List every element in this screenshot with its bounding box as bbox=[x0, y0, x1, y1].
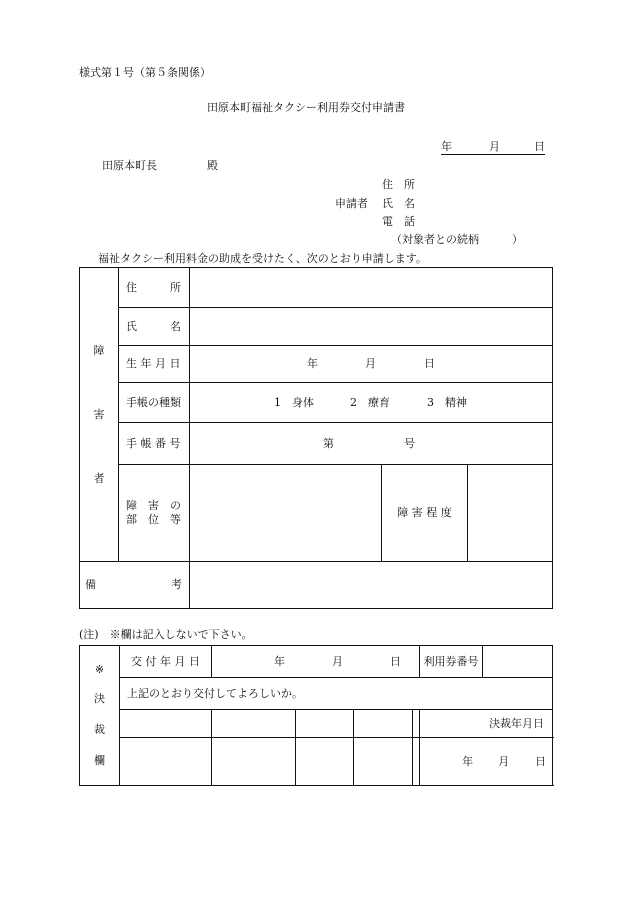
notebook-number-label: 手 帳 番 号 bbox=[119, 423, 190, 465]
date-day-unit: 日 bbox=[534, 140, 545, 153]
notebook-type-options[interactable] bbox=[190, 383, 553, 423]
option-rehabilitation[interactable]: 2 療育 bbox=[350, 395, 390, 409]
notebook-type-label: 手帳の種類 bbox=[119, 383, 190, 423]
application-date bbox=[441, 140, 545, 155]
approval-stamp-cell-5[interactable] bbox=[413, 738, 420, 786]
option-physical[interactable]: 1 身体 bbox=[274, 395, 314, 409]
issue-date-label: 交 付 年 月 日 bbox=[120, 646, 212, 678]
applicant-name-label: 氏 名 bbox=[382, 197, 415, 210]
approval-stamp-header-2 bbox=[212, 710, 296, 738]
decision-side-label: ※ 決 裁 欄 bbox=[80, 646, 120, 786]
applicant-phone-label: 電 話 bbox=[382, 215, 415, 228]
approval-stamp-cell-1[interactable] bbox=[120, 738, 212, 786]
decision-date-label: 決裁年月日 bbox=[420, 710, 553, 738]
notebook-number-field[interactable]: 第 号 bbox=[190, 423, 553, 465]
remarks-label: 備 考 bbox=[80, 562, 190, 609]
name-field[interactable] bbox=[190, 308, 553, 346]
addressee-honorific: 殿 bbox=[207, 159, 218, 172]
disability-degree-field[interactable] bbox=[468, 465, 553, 562]
addressee-name: 田原本町長 bbox=[102, 159, 157, 172]
disability-degree-label: 障 害 程 度 bbox=[382, 465, 468, 562]
approval-stamp-header-4 bbox=[354, 710, 413, 738]
date-year-unit: 年 bbox=[441, 140, 452, 153]
approval-stamp-cell-4[interactable] bbox=[354, 738, 413, 786]
option-mental[interactable]: 3 精神 bbox=[427, 395, 467, 409]
name-label-cell: 氏 名 bbox=[119, 308, 190, 346]
approval-stamp-header-1 bbox=[120, 710, 212, 738]
disabled-side-label: 障 害 者 bbox=[80, 268, 119, 562]
approval-text: 上記のとおり交付してよろしいか。 bbox=[120, 678, 553, 710]
form-number: 様式第１号（第５条関係） bbox=[79, 66, 211, 79]
approval-stamp-header-3 bbox=[296, 710, 354, 738]
date-month-unit: 月 bbox=[489, 140, 500, 153]
birthdate-field[interactable]: 年 月 日 bbox=[190, 346, 553, 383]
request-text: 福祉タクシー利用料金の助成を受けたく、次のとおり申請します。 bbox=[98, 252, 427, 265]
address-label-cell: 住 所 bbox=[119, 268, 190, 308]
applicant-relation-label: （対象者との続柄 ） bbox=[391, 233, 523, 246]
disability-part-label: 障 害 の 部 位 等 bbox=[119, 465, 190, 562]
note-text: (注) ※欄は記入しないで下さい。 bbox=[79, 628, 253, 641]
birthdate-label: 生 年 月 日 bbox=[119, 346, 190, 383]
disability-part-field[interactable] bbox=[190, 465, 382, 562]
address-field[interactable] bbox=[190, 268, 553, 308]
issue-date-field[interactable]: 年 月 日 bbox=[212, 646, 420, 678]
ticket-number-field[interactable] bbox=[483, 646, 553, 678]
applicant-label: 申請者 bbox=[335, 197, 368, 210]
applicant-address-label: 住 所 bbox=[382, 178, 415, 191]
decision-date-field[interactable]: 年 月 日 bbox=[420, 738, 553, 786]
approval-stamp-cell-2[interactable] bbox=[212, 738, 296, 786]
form-title: 田原本町福祉タクシー利用券交付申請書 bbox=[207, 101, 405, 114]
approval-stamp-header-5 bbox=[413, 710, 420, 738]
decision-table bbox=[79, 645, 553, 786]
approval-stamp-cell-3[interactable] bbox=[296, 738, 354, 786]
ticket-number-label: 利用券番号 bbox=[420, 646, 483, 678]
remarks-field[interactable] bbox=[190, 562, 553, 609]
disabled-person-table bbox=[79, 267, 553, 609]
